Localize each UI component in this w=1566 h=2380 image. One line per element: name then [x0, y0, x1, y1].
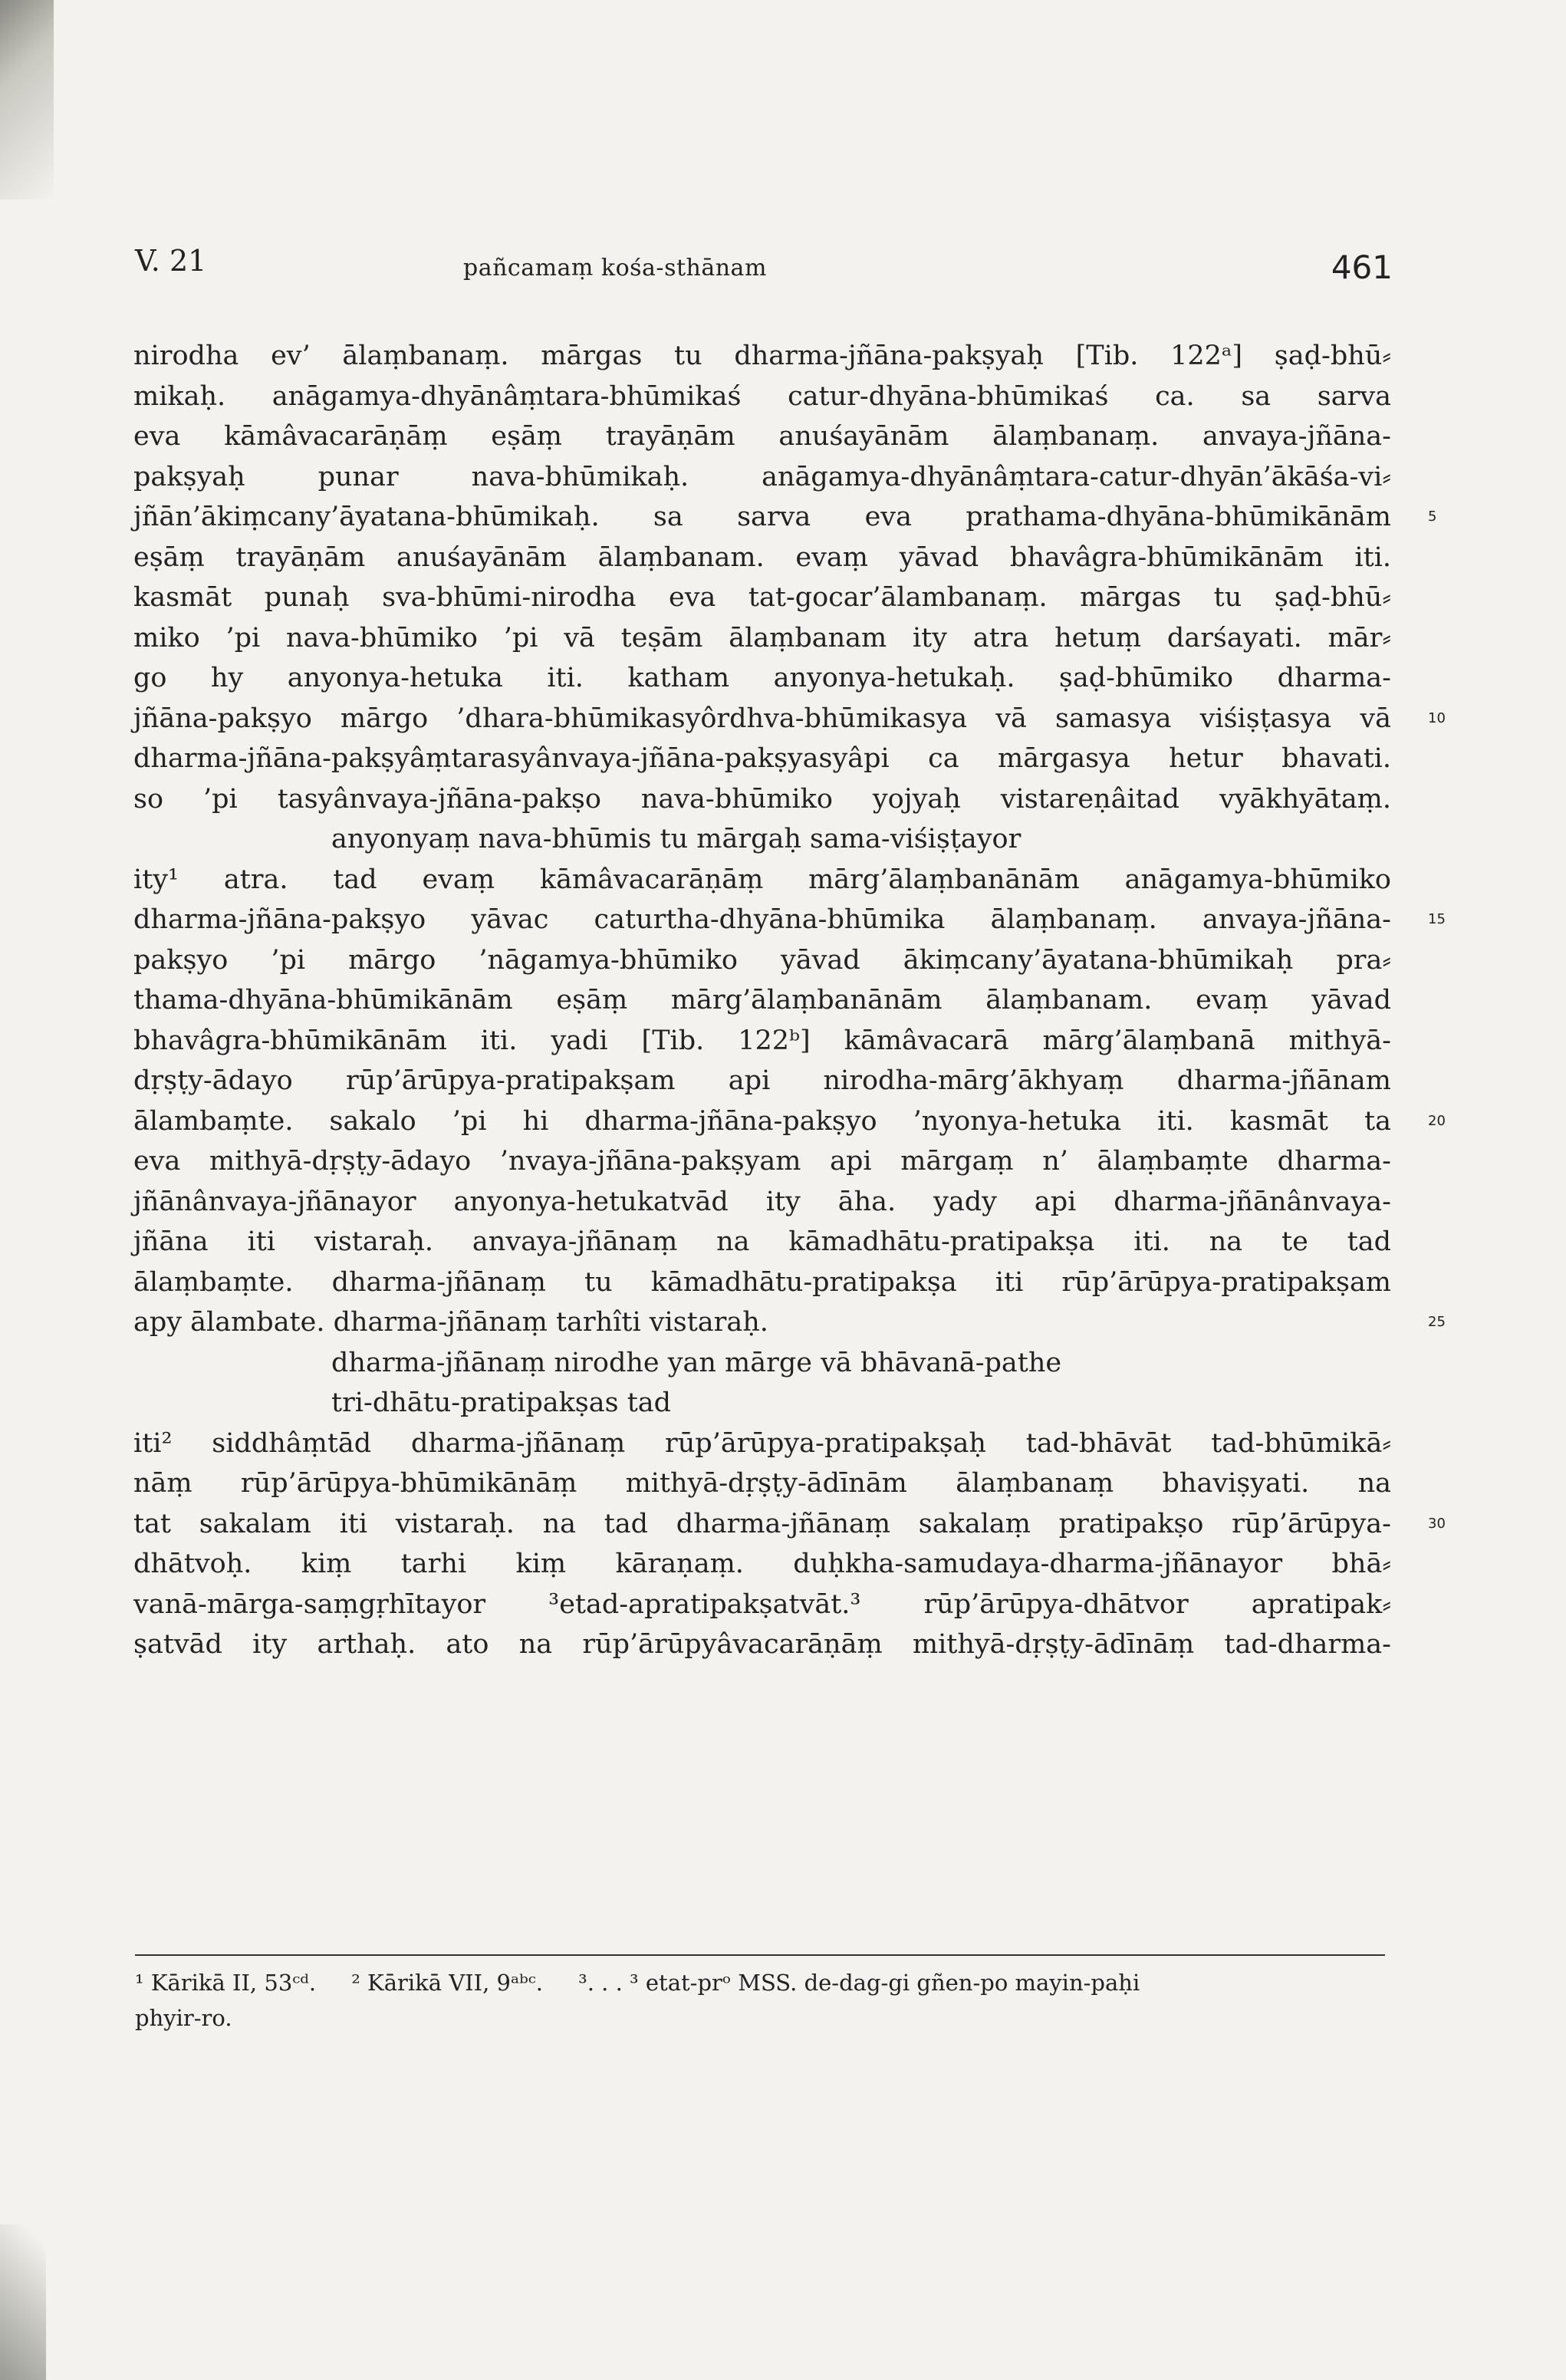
scan-edge-shadow: [0, 2224, 46, 2380]
line-text: dṛṣṭy-ādayo rūp’ārūpya-pratipakṣam api nirodha-mārg’ākhyaṃ dharma-jñānam: [133, 1065, 1391, 1096]
section-ref: V. 21: [135, 244, 207, 278]
line-text: pakṣyo ’pi mārgo ’nāgamya-bhūmiko yāvad ākiṃcany’āyatana-bhūmikaḥ pra⸗: [133, 944, 1391, 976]
scan-edge-shadow: [0, 0, 54, 199]
line-text: go hy anyonya-hetuka iti. katham anyonya-hetukaḥ. ṣaḍ-bhūmiko dharma-: [133, 663, 1391, 693]
footnote-line: phyir-ro.: [135, 2005, 232, 2031]
text-line: [133, 1625, 1391, 1665]
line-text: jñānânvaya-jñānayor anyonya-hetukatvād ity āha. yady api dharma-jñānânvaya-: [133, 1186, 1391, 1217]
text-line: [133, 1463, 1391, 1504]
text-line: [133, 1182, 1391, 1223]
line-text: dhātvoḥ. kiṃ tarhi kiṃ kāraṇaṃ. duḥkha-samudaya-dharma-jñānayor bhā⸗: [133, 1549, 1391, 1579]
text-line: [133, 1141, 1391, 1182]
text-line: [133, 860, 1391, 900]
line-number: 20: [1428, 1112, 1446, 1129]
line-text: so ’pi tasyânvaya-jñāna-pakṣo nava-bhūmiko yojyaḥ vistareṇâitad vyākhyātaṃ.: [133, 783, 1391, 815]
text-line: [133, 336, 1391, 377]
text-line: [133, 1222, 1391, 1262]
text-line: [133, 900, 1446, 940]
line-number: 15: [1428, 911, 1446, 927]
line-text: dharma-jñānaṃ nirodhe yan mārge vā bhāvanā-pathe: [331, 1347, 1062, 1378]
line-text: tat sakalam iti vistaraḥ. na tad dharma-jñānaṃ sakalaṃ pratipakṣo rūp’ārūpya-: [133, 1508, 1391, 1539]
text-line: [133, 416, 1391, 457]
text-line: [133, 377, 1391, 417]
line-text: nirodha ev’ ālaṃbanaṃ. mārgas tu dharma-jñāna-pakṣyaḥ [Tib. 122ᵃ] ṣaḍ-bhū⸗: [133, 341, 1391, 371]
text-line: [133, 618, 1391, 659]
line-text: eva mithyā-dṛṣṭy-ādayo ’nvaya-jñāna-pakṣyam api mārgaṃ n’ ālaṃbaṃte dharma-: [133, 1146, 1391, 1177]
line-text: ity¹ atra. tad evaṃ kāmâvacarāṇāṃ mārg’ālaṃbanānām anāgamya-bhūmiko: [133, 864, 1391, 895]
text-line: [133, 1544, 1391, 1585]
line-number: 30: [1428, 1515, 1446, 1532]
line-number: 10: [1428, 709, 1446, 726]
verse-line: [133, 1383, 1391, 1424]
text-line: [133, 1061, 1391, 1101]
line-text: jñāna-pakṣyo mārgo ’dhara-bhūmikasyôrdhva-bhūmikasya vā samasya viśiṣṭasya vā: [133, 703, 1391, 734]
text-line: [133, 1262, 1391, 1303]
text-line: [133, 1585, 1391, 1625]
text-line: [133, 699, 1446, 739]
text-line: [133, 1424, 1391, 1464]
line-text: thama-dhyāna-bhūmikānām eṣāṃ mārg’ālaṃbanānām ālaṃbanam. evaṃ yāvad: [133, 985, 1391, 1016]
line-text: apy ālambate. dharma-jñānaṃ tarhîti vistaraḥ.: [133, 1307, 768, 1338]
main-text: [133, 336, 1446, 1665]
page-number: 461: [1331, 249, 1393, 286]
footnote-rule: [135, 1954, 1385, 1956]
line-text: pakṣyaḥ punar nava-bhūmikaḥ. anāgamya-dhyānâṃtara-catur-dhyān’ākāśa-vi⸗: [133, 461, 1391, 492]
line-text: jñāna iti vistaraḥ. anvaya-jñānaṃ na kāmadhātu-pratipakṣa iti. na te tad: [133, 1226, 1391, 1257]
line-text: ālambaṃte. sakalo ’pi hi dharma-jñāna-pakṣyo ’nyonya-hetuka iti. kasmāt ta: [133, 1105, 1391, 1137]
text-line: [133, 940, 1391, 981]
text-line: [133, 578, 1391, 618]
footnote-line: ¹ Kārikā II, 53ᶜᵈ. ² Kārikā VII, 9ᵃᵇᶜ. ³. . . ³ etat-prᵒ MSS. de-dag-gi gñen-po mayin-paḥi: [135, 1970, 1140, 1996]
text-line: [133, 538, 1391, 578]
text-line: [133, 739, 1391, 779]
line-text: eva kāmâvacarāṇāṃ eṣāṃ trayāṇām anuśayānām ālaṃbanaṃ. anvaya-jñāna-: [133, 421, 1391, 452]
running-title: pañcamaṃ kośa-sthānam: [463, 255, 767, 281]
line-text: ṣatvād ity arthaḥ. ato na rūp’ārūpyâvacarāṇāṃ mithyā-dṛṣṭy-ādīnāṃ tad-dharma-: [133, 1629, 1391, 1660]
line-number: 5: [1428, 509, 1437, 525]
verse-line: [133, 1343, 1391, 1384]
text-line: [133, 1302, 1446, 1343]
footnotes: [135, 1965, 1393, 2036]
text-line: [133, 1101, 1446, 1142]
line-text: mikaḥ. anāgamya-dhyānâṃtara-bhūmikaś catur-dhyāna-bhūmikaś ca. sa sarva: [133, 380, 1391, 412]
line-text: vanā-mārga-saṃgṛhītayor ³etad-apratipakṣatvāt.³ rūp’ārūpya-dhātvor apratipak⸗: [133, 1588, 1391, 1620]
text-line: [133, 779, 1391, 820]
text-line: [133, 497, 1437, 538]
text-line: [133, 658, 1391, 699]
line-text: dharma-jñāna-pakṣyo yāvac caturtha-dhyāna-bhūmika ālaṃbanaṃ. anvaya-jñāna-: [133, 904, 1391, 935]
line-text: nāṃ rūp’ārūpya-bhūmikānāṃ mithyā-dṛṣṭy-ādīnām ālaṃbanaṃ bhaviṣyati. na: [133, 1468, 1391, 1499]
text-line: [133, 1504, 1446, 1545]
line-text: dharma-jñāna-pakṣyâṃtarasyânvaya-jñāna-pakṣyasyâpi ca mārgasya hetur bhavati.: [133, 743, 1391, 774]
line-text: kasmāt punaḥ sva-bhūmi-nirodha eva tat-gocar’ālambanaṃ. mārgas tu ṣaḍ-bhū⸗: [133, 582, 1391, 613]
line-text: eṣāṃ trayāṇām anuśayānām ālaṃbanam. evaṃ yāvad bhavâgra-bhūmikānām iti.: [133, 542, 1391, 573]
line-text: ālaṃbaṃte. dharma-jñānaṃ tu kāmadhātu-pratipakṣa iti rūp’ārūpya-pratipakṣam: [133, 1266, 1391, 1298]
text-line: [133, 980, 1391, 1021]
line-text: miko ’pi nava-bhūmiko ’pi vā teṣām ālaṃbanam ity atra hetuṃ darśayati. mār⸗: [133, 622, 1391, 653]
verse-line: [133, 819, 1391, 860]
line-text: jñān’ākiṃcany’āyatana-bhūmikaḥ. sa sarva eva prathama-dhyāna-bhūmikānām: [133, 502, 1391, 532]
line-text: iti² siddhâṃtād dharma-jñānaṃ rūp’ārūpya-pratipakṣaḥ tad-bhāvāt tad-bhūmikā⸗: [133, 1427, 1391, 1459]
line-text: bhavâgra-bhūmikānām iti. yadi [Tib. 122ᵇ] kāmâvacarā mārg’ālaṃbanā mithyā-: [133, 1025, 1391, 1056]
running-header: [135, 244, 1393, 305]
line-number: 25: [1428, 1314, 1446, 1330]
text-line: [133, 457, 1391, 498]
line-text: anyonyaṃ nava-bhūmis tu mārgaḥ sama-viśiṣṭayor: [331, 824, 1022, 854]
line-text: tri-dhātu-pratipakṣas tad: [331, 1388, 672, 1418]
text-line: [133, 1021, 1391, 1062]
